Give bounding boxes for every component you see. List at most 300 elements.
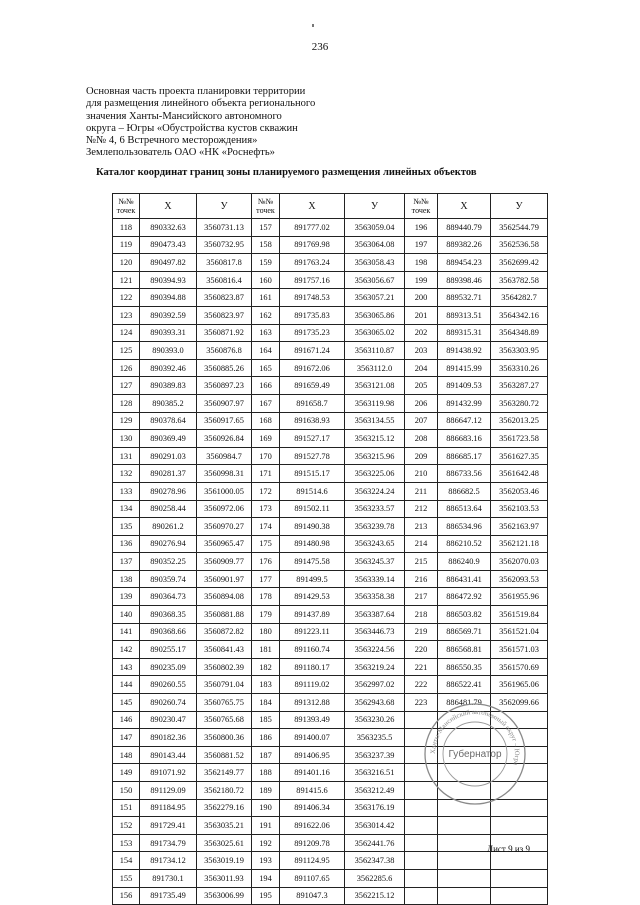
header-y: У <box>491 194 548 219</box>
y-coordinate-cell: 3563059.04 <box>345 219 405 237</box>
x-coordinate-cell: 891735.49 <box>140 887 197 905</box>
table-row <box>113 500 548 518</box>
stamp-center-text: Губернатор <box>448 749 502 760</box>
header-line: Землепользователь ОАО «НК «Роснефть» <box>86 147 275 159</box>
point-number-cell: 167 <box>252 394 280 412</box>
x-coordinate-cell: 891499.5 <box>280 570 345 588</box>
point-number-cell: 215 <box>405 553 438 571</box>
point-number-cell: 211 <box>405 482 438 500</box>
point-number-cell: 130 <box>113 430 140 448</box>
x-coordinate-cell: 891502.11 <box>280 500 345 518</box>
y-coordinate-cell: 3560802.39 <box>197 658 252 676</box>
x-coordinate-cell: 886534.96 <box>438 518 491 536</box>
x-coordinate-cell <box>438 852 491 870</box>
y-coordinate-cell: 3562441.76 <box>345 834 405 852</box>
y-coordinate-cell: 3562285.6 <box>345 869 405 887</box>
y-coordinate-cell: 3560791.04 <box>197 676 252 694</box>
y-coordinate-cell: 3562070.03 <box>491 553 548 571</box>
point-number-cell <box>405 834 438 852</box>
y-coordinate-cell: 3563121.08 <box>345 377 405 395</box>
y-coordinate-cell: 3563339.14 <box>345 570 405 588</box>
x-coordinate-cell <box>438 834 491 852</box>
y-coordinate-cell: 3563230.26 <box>345 711 405 729</box>
point-number-cell: 151 <box>113 799 140 817</box>
x-coordinate-cell: 891160.74 <box>280 641 345 659</box>
header-line: Основная часть проекта планировки территории <box>86 86 306 97</box>
point-number-cell: 138 <box>113 570 140 588</box>
point-number-cell: 134 <box>113 500 140 518</box>
point-number-cell: 128 <box>113 394 140 412</box>
x-coordinate-cell <box>438 887 491 905</box>
point-number-cell: 122 <box>113 289 140 307</box>
table-row <box>113 658 548 676</box>
y-coordinate-cell: 3563056.67 <box>345 271 405 289</box>
x-coordinate-cell: 889440.79 <box>438 219 491 237</box>
x-coordinate-cell: 891730.1 <box>140 869 197 887</box>
x-coordinate-cell: 891400.07 <box>280 729 345 747</box>
x-coordinate-cell: 886685.17 <box>438 447 491 465</box>
point-number-cell: 203 <box>405 342 438 360</box>
point-number-cell <box>405 852 438 870</box>
header-line: значения Ханты-Мансийского автономного <box>86 110 282 122</box>
point-number-cell: 140 <box>113 606 140 624</box>
point-number-cell: 180 <box>252 623 280 641</box>
x-coordinate-cell: 891515.17 <box>280 465 345 483</box>
point-number-cell: 219 <box>405 623 438 641</box>
y-coordinate-cell: 3561965.06 <box>491 676 548 694</box>
point-number-cell: 197 <box>405 236 438 254</box>
point-number-cell: 191 <box>252 817 280 835</box>
point-number-cell: 120 <box>113 254 140 272</box>
table-row <box>113 641 548 659</box>
x-coordinate-cell: 891406.95 <box>280 746 345 764</box>
x-coordinate-cell: 886522.41 <box>438 676 491 694</box>
y-coordinate-cell: 3560972.06 <box>197 500 252 518</box>
point-number-cell: 141 <box>113 623 140 641</box>
x-coordinate-cell: 890393.31 <box>140 324 197 342</box>
x-coordinate-cell: 889454.23 <box>438 254 491 272</box>
table-row <box>113 342 548 360</box>
point-number-cell: 198 <box>405 254 438 272</box>
x-coordinate-cell: 886550.35 <box>438 658 491 676</box>
point-number-cell: 162 <box>252 306 280 324</box>
y-coordinate-cell: 3561570.69 <box>491 658 548 676</box>
point-number-cell: 194 <box>252 869 280 887</box>
y-coordinate-cell <box>491 817 548 835</box>
point-number-cell: 207 <box>405 412 438 430</box>
x-coordinate-cell: 891432.99 <box>438 394 491 412</box>
point-number-cell: 161 <box>252 289 280 307</box>
x-coordinate-cell: 891769.98 <box>280 236 345 254</box>
point-number-cell: 118 <box>113 219 140 237</box>
y-coordinate-cell: 3562121.18 <box>491 535 548 553</box>
y-coordinate-cell: 3563019.19 <box>197 852 252 870</box>
header-x: Х <box>438 194 491 219</box>
point-number-cell: 163 <box>252 324 280 342</box>
y-coordinate-cell: 3563782.58 <box>491 271 548 289</box>
point-number-cell: 145 <box>113 694 140 712</box>
x-coordinate-cell: 890497.82 <box>140 254 197 272</box>
point-number-cell: 181 <box>252 641 280 659</box>
header-line: для размещения линейного объекта регионального <box>86 98 316 110</box>
y-coordinate-cell: 3562347.38 <box>345 852 405 870</box>
point-number-cell: 190 <box>252 799 280 817</box>
x-coordinate-cell: 886683.16 <box>438 430 491 448</box>
y-coordinate-cell: 3562536.58 <box>491 236 548 254</box>
point-number-cell: 218 <box>405 606 438 624</box>
point-number-cell: 165 <box>252 359 280 377</box>
point-number-cell: 123 <box>113 306 140 324</box>
x-coordinate-cell: 886472.92 <box>438 588 491 606</box>
y-coordinate-cell: 3563006.99 <box>197 887 252 905</box>
y-coordinate-cell: 3562093.53 <box>491 570 548 588</box>
x-coordinate-cell: 891671.24 <box>280 342 345 360</box>
y-coordinate-cell: 3562013.25 <box>491 412 548 430</box>
x-coordinate-cell: 890364.73 <box>140 588 197 606</box>
y-coordinate-cell: 3563025.61 <box>197 834 252 852</box>
y-coordinate-cell: 3561955.96 <box>491 588 548 606</box>
y-coordinate-cell: 3563224.56 <box>345 641 405 659</box>
table-row <box>113 553 548 571</box>
x-coordinate-cell: 890332.63 <box>140 219 197 237</box>
x-coordinate-cell: 891527.17 <box>280 430 345 448</box>
x-coordinate-cell: 891429.53 <box>280 588 345 606</box>
x-coordinate-cell: 886647.12 <box>438 412 491 430</box>
point-number-cell: 173 <box>252 500 280 518</box>
y-coordinate-cell: 3560881.88 <box>197 606 252 624</box>
y-coordinate-cell: 3563446.73 <box>345 623 405 641</box>
point-number-cell: 164 <box>252 342 280 360</box>
point-number-cell: 143 <box>113 658 140 676</box>
x-coordinate-cell: 891312.88 <box>280 694 345 712</box>
point-number-cell: 127 <box>113 377 140 395</box>
point-number-cell: 133 <box>113 482 140 500</box>
point-number-cell: 121 <box>113 271 140 289</box>
y-coordinate-cell: 3560885.26 <box>197 359 252 377</box>
point-number-cell: 195 <box>252 887 280 905</box>
point-number-cell: 153 <box>113 834 140 852</box>
x-coordinate-cell: 890392.59 <box>140 306 197 324</box>
y-coordinate-cell <box>491 869 548 887</box>
x-coordinate-cell: 891638.93 <box>280 412 345 430</box>
x-coordinate-cell: 891180.17 <box>280 658 345 676</box>
x-coordinate-cell: 886481.79 <box>438 694 491 712</box>
header-point-no: №№ точек <box>113 194 140 219</box>
table-row <box>113 236 548 254</box>
x-coordinate-cell: 891757.16 <box>280 271 345 289</box>
y-coordinate-cell: 3560881.52 <box>197 746 252 764</box>
x-coordinate-cell: 886569.71 <box>438 623 491 641</box>
y-coordinate-cell: 3563358.38 <box>345 588 405 606</box>
y-coordinate-cell: 3563064.08 <box>345 236 405 254</box>
header-y: У <box>345 194 405 219</box>
x-coordinate-cell: 891415.99 <box>438 359 491 377</box>
x-coordinate-cell: 891622.06 <box>280 817 345 835</box>
x-coordinate-cell: 890278.96 <box>140 482 197 500</box>
point-number-cell: 201 <box>405 306 438 324</box>
x-coordinate-cell: 889382.26 <box>438 236 491 254</box>
y-coordinate-cell: 3561723.58 <box>491 430 548 448</box>
y-coordinate-cell: 3562544.79 <box>491 219 548 237</box>
x-coordinate-cell: 891438.92 <box>438 342 491 360</box>
y-coordinate-cell: 3564348.89 <box>491 324 548 342</box>
y-coordinate-cell: 3560970.27 <box>197 518 252 536</box>
y-coordinate-cell: 3563216.51 <box>345 764 405 782</box>
point-number-cell: 205 <box>405 377 438 395</box>
table-row <box>113 817 548 835</box>
y-coordinate-cell: 3563310.26 <box>491 359 548 377</box>
x-coordinate-cell: 890230.47 <box>140 711 197 729</box>
point-number-cell: 176 <box>252 553 280 571</box>
x-coordinate-cell: 891209.78 <box>280 834 345 852</box>
y-coordinate-cell: 3563237.39 <box>345 746 405 764</box>
point-number-cell: 208 <box>405 430 438 448</box>
x-coordinate-cell: 891734.79 <box>140 834 197 852</box>
header-point-no: №№ точек <box>405 194 438 219</box>
x-coordinate-cell: 889532.71 <box>438 289 491 307</box>
y-coordinate-cell: 3561571.03 <box>491 641 548 659</box>
point-number-cell: 139 <box>113 588 140 606</box>
x-coordinate-cell: 891437.89 <box>280 606 345 624</box>
y-coordinate-cell: 3563176.19 <box>345 799 405 817</box>
point-number-cell: 170 <box>252 447 280 465</box>
x-coordinate-cell: 890368.66 <box>140 623 197 641</box>
y-coordinate-cell: 3560823.97 <box>197 306 252 324</box>
y-coordinate-cell: 3562180.72 <box>197 782 252 800</box>
point-number-cell: 157 <box>252 219 280 237</box>
page-number: 236 <box>311 41 329 53</box>
y-coordinate-cell: 3560897.23 <box>197 377 252 395</box>
y-coordinate-cell: 3560765.75 <box>197 694 252 712</box>
x-coordinate-cell: 886210.52 <box>438 535 491 553</box>
table-row <box>113 289 548 307</box>
table-row <box>113 394 548 412</box>
point-number-cell <box>405 817 438 835</box>
x-coordinate-cell: 890369.49 <box>140 430 197 448</box>
table-row <box>113 430 548 448</box>
x-coordinate-cell: 886503.82 <box>438 606 491 624</box>
header-line: №№ 4, 6 Встречного месторождения» <box>86 135 258 147</box>
point-number-cell: 150 <box>113 782 140 800</box>
y-coordinate-cell: 3561627.35 <box>491 447 548 465</box>
y-coordinate-cell: 3563287.27 <box>491 377 548 395</box>
y-coordinate-cell: 3560901.97 <box>197 570 252 588</box>
header-point-no: №№ точек <box>252 194 280 219</box>
y-coordinate-cell: 3560872.82 <box>197 623 252 641</box>
x-coordinate-cell: 891475.58 <box>280 553 345 571</box>
x-coordinate-cell: 890394.93 <box>140 271 197 289</box>
point-number-cell: 168 <box>252 412 280 430</box>
governor-stamp <box>421 700 529 808</box>
point-number-cell: 159 <box>252 254 280 272</box>
point-number-cell: 193 <box>252 852 280 870</box>
table-row <box>113 447 548 465</box>
point-number-cell: 183 <box>252 676 280 694</box>
point-number-cell: 174 <box>252 518 280 536</box>
x-coordinate-cell: 891748.53 <box>280 289 345 307</box>
table-row <box>113 254 548 272</box>
point-number-cell: 217 <box>405 588 438 606</box>
x-coordinate-cell: 890378.64 <box>140 412 197 430</box>
y-coordinate-cell: 3563119.98 <box>345 394 405 412</box>
point-number-cell: 119 <box>113 236 140 254</box>
x-coordinate-cell: 890182.36 <box>140 729 197 747</box>
x-coordinate-cell: 890389.83 <box>140 377 197 395</box>
y-coordinate-cell: 3563245.37 <box>345 553 405 571</box>
point-number-cell: 154 <box>113 852 140 870</box>
table-row <box>113 887 548 905</box>
point-number-cell: 221 <box>405 658 438 676</box>
point-number-cell: 136 <box>113 535 140 553</box>
point-number-cell: 135 <box>113 518 140 536</box>
y-coordinate-cell: 3560823.87 <box>197 289 252 307</box>
table-row <box>113 834 548 852</box>
y-coordinate-cell: 3560998.31 <box>197 465 252 483</box>
point-number-cell: 124 <box>113 324 140 342</box>
y-coordinate-cell: 3563233.57 <box>345 500 405 518</box>
point-number-cell: 209 <box>405 447 438 465</box>
table-row <box>113 482 548 500</box>
point-number-cell: 179 <box>252 606 280 624</box>
y-coordinate-cell: 3560732.95 <box>197 236 252 254</box>
x-coordinate-cell: 890393.0 <box>140 342 197 360</box>
table-row <box>113 412 548 430</box>
table-row <box>113 606 548 624</box>
y-coordinate-cell: 3563235.5 <box>345 729 405 747</box>
x-coordinate-cell: 891763.24 <box>280 254 345 272</box>
x-coordinate-cell: 890258.44 <box>140 500 197 518</box>
point-number-cell: 126 <box>113 359 140 377</box>
x-coordinate-cell: 889398.46 <box>438 271 491 289</box>
y-coordinate-cell: 3563112.0 <box>345 359 405 377</box>
y-coordinate-cell: 3563134.55 <box>345 412 405 430</box>
point-number-cell: 188 <box>252 764 280 782</box>
scan-speck <box>312 24 314 27</box>
y-coordinate-cell: 3560894.08 <box>197 588 252 606</box>
point-number-cell: 186 <box>252 729 280 747</box>
table-row <box>113 535 548 553</box>
stamp-ring-text: Ханты-Мансийский автономный округ – Югра <box>429 708 521 766</box>
x-coordinate-cell: 891735.23 <box>280 324 345 342</box>
point-number-cell: 189 <box>252 782 280 800</box>
x-coordinate-cell: 891184.95 <box>140 799 197 817</box>
x-coordinate-cell: 891480.98 <box>280 535 345 553</box>
point-number-cell: 144 <box>113 676 140 694</box>
y-coordinate-cell: 3560984.7 <box>197 447 252 465</box>
point-number-cell: 196 <box>405 219 438 237</box>
y-coordinate-cell: 3560765.68 <box>197 711 252 729</box>
y-coordinate-cell: 3561000.05 <box>197 482 252 500</box>
point-number-cell: 223 <box>405 694 438 712</box>
x-coordinate-cell: 890394.88 <box>140 289 197 307</box>
document-header <box>86 86 416 160</box>
point-number-cell: 182 <box>252 658 280 676</box>
point-number-cell: 187 <box>252 746 280 764</box>
x-coordinate-cell: 891415.6 <box>280 782 345 800</box>
y-coordinate-cell: 3562943.68 <box>345 694 405 712</box>
x-coordinate-cell: 890359.74 <box>140 570 197 588</box>
y-coordinate-cell: 3563215.96 <box>345 447 405 465</box>
point-number-cell: 192 <box>252 834 280 852</box>
point-number-cell: 160 <box>252 271 280 289</box>
x-coordinate-cell: 886240.9 <box>438 553 491 571</box>
point-number-cell: 202 <box>405 324 438 342</box>
header-x: Х <box>280 194 345 219</box>
y-coordinate-cell: 3561519.84 <box>491 606 548 624</box>
point-number-cell: 155 <box>113 869 140 887</box>
point-number-cell: 213 <box>405 518 438 536</box>
point-number-cell: 149 <box>113 764 140 782</box>
point-number-cell: 158 <box>252 236 280 254</box>
y-coordinate-cell: 3563058.43 <box>345 254 405 272</box>
y-coordinate-cell: 3562103.53 <box>491 500 548 518</box>
x-coordinate-cell: 886513.64 <box>438 500 491 518</box>
y-coordinate-cell: 3563224.24 <box>345 482 405 500</box>
point-number-cell: 184 <box>252 694 280 712</box>
y-coordinate-cell: 3562099.66 <box>491 694 548 712</box>
y-coordinate-cell <box>491 887 548 905</box>
x-coordinate-cell: 886682.5 <box>438 482 491 500</box>
x-coordinate-cell: 889315.31 <box>438 324 491 342</box>
point-number-cell: 132 <box>113 465 140 483</box>
table-row <box>113 377 548 395</box>
y-coordinate-cell: 3563387.64 <box>345 606 405 624</box>
point-number-cell: 156 <box>113 887 140 905</box>
x-coordinate-cell: 891514.6 <box>280 482 345 500</box>
table-row <box>113 676 548 694</box>
y-coordinate-cell: 3563065.86 <box>345 306 405 324</box>
point-number-cell: 152 <box>113 817 140 835</box>
point-number-cell: 206 <box>405 394 438 412</box>
point-number-cell: 137 <box>113 553 140 571</box>
y-coordinate-cell: 3562149.77 <box>197 764 252 782</box>
x-coordinate-cell <box>438 869 491 887</box>
x-coordinate-cell: 891409.53 <box>438 377 491 395</box>
table-row <box>113 518 548 536</box>
x-coordinate-cell: 891659.49 <box>280 377 345 395</box>
point-number-cell: 131 <box>113 447 140 465</box>
point-number-cell: 222 <box>405 676 438 694</box>
point-number-cell: 210 <box>405 465 438 483</box>
point-number-cell <box>405 869 438 887</box>
header-x: Х <box>140 194 197 219</box>
point-number-cell: 129 <box>113 412 140 430</box>
y-coordinate-cell: 3560841.43 <box>197 641 252 659</box>
sheet-footer: Лист 9 из 9 <box>487 844 530 854</box>
y-coordinate-cell: 3563011.93 <box>197 869 252 887</box>
y-coordinate-cell: 3560909.77 <box>197 553 252 571</box>
table-header-row <box>113 194 548 219</box>
x-coordinate-cell: 889313.51 <box>438 306 491 324</box>
y-coordinate-cell: 3563225.06 <box>345 465 405 483</box>
x-coordinate-cell: 890291.03 <box>140 447 197 465</box>
y-coordinate-cell: 3560876.8 <box>197 342 252 360</box>
y-coordinate-cell: 3560871.92 <box>197 324 252 342</box>
point-number-cell: 178 <box>252 588 280 606</box>
x-coordinate-cell: 891729.41 <box>140 817 197 835</box>
x-coordinate-cell: 891401.16 <box>280 764 345 782</box>
y-coordinate-cell: 3563057.21 <box>345 289 405 307</box>
y-coordinate-cell: 3563014.42 <box>345 817 405 835</box>
y-coordinate-cell: 3560817.8 <box>197 254 252 272</box>
header-line: округа – Югры «Обустройства кустов скважин <box>86 122 298 134</box>
point-number-cell: 171 <box>252 465 280 483</box>
y-coordinate-cell: 3562215.12 <box>345 887 405 905</box>
point-number-cell: 146 <box>113 711 140 729</box>
table-row <box>113 869 548 887</box>
x-coordinate-cell: 890255.17 <box>140 641 197 659</box>
x-coordinate-cell: 890392.46 <box>140 359 197 377</box>
